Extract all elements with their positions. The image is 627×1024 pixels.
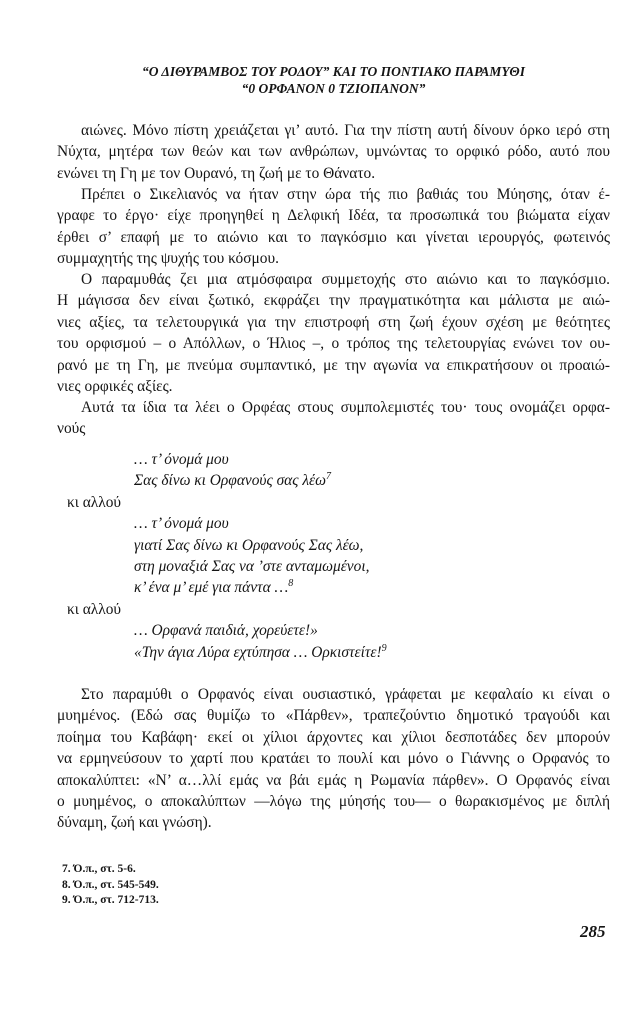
poem-verse-line: … τ’ όνομά μου [134,451,229,468]
footnote: 9. Ό.π., στ. 712-713. [62,894,159,906]
paragraph-line: ενώνει τη Γη με τον Ουρανό, τη ζωή με το Θάνατο. [57,164,376,182]
poem-verse-line: γιατί Σας δίνω κι Ορφανούς Σας λέω, [134,536,364,554]
poem-verse-line: «Την άγια Λύρα εχτύπησα … Ορκιστείτε!$^9$ [134,642,387,661]
poem-verse-line: κ’ ένα μ’ εμέ για πάντα …$^8$ [134,578,294,597]
paragraph-line: δύναμη, ζωή και γνώση). [57,814,212,832]
paragraph-line: νιες ορφικές αξίες. [57,378,173,395]
poem-verse-line: … τ’ όνομά μου [134,515,229,533]
footnote: 7. Ό.π., στ. 5-6. [62,863,136,875]
paragraph-line: Νύχτα, μητέρα των θεών και των ανθρώπων, υμνώντας το ορφικό ρόδο, αυτό που [57,143,610,161]
paragraph-line: Η μάγισσα δεν είναι ξωτικό, εκφράζει την πραγματικότητα και μάλιστα με αιώ- [57,292,610,310]
paragraph-line: Ο παραμυθάς ζει μια ατμόσφαιρα συμμετοχής στο αιώνιο και το παγκόσμιο. [81,271,610,288]
paragraph-line: Στο παραμύθι ο Ορφανός είναι ουσιαστικό, γράφεται με κεφαλαίο κι είναι ο [81,686,610,703]
paragraph-line: μυημένος. (Εδώ σας θυμίζω το «Πάρθεν», τραπεζούντιο δημοτικό τραγούδι και [57,707,610,725]
footnote-marker[interactable]: 7 [325,471,331,483]
paragraph-line: συμμαχητής της ψυχής του κόσμου. [57,250,279,268]
poem-connector-text: κι αλλού [67,493,122,511]
paragraph-line: αποκαλύπτει: «Ν’ α…λλί εμάς να βάι εμάς η Ρωμανία πάρθεν». Ο Ορφανός είναι [57,771,610,789]
footnote-marker[interactable]: 8 [288,578,294,590]
paragraph-line: ο μυημένος, ο αποκαλύπτων —λόγω της μύησής του— ο θωρακισμένος με διπλή [57,793,610,810]
paragraph-line: νούς [57,420,86,438]
paragraph-line: του ορφισμού – ο Απόλλων, ο Ήλιος –, ο τρόπος της τελετουργίας ενώνει τον ου- [57,335,610,353]
poem-verse-line: … Ορφανά παιδιά, χορεύετε!» [134,622,318,640]
footnote: 8. Ό.π., στ. 545-549. [62,878,159,891]
paragraph-line: να ερμηνεύσουν το χαρτί που κρατάει το πουλί και μόνο ο Γιάννης ο Ορφανός το [57,750,610,768]
paragraph-line: Αυτά τα ίδια τα λέει ο Ορφέας στους συμπολεμιστές του· τους ονομάζει ορφα- [81,399,610,416]
paragraph-line: έρθει σ’ επαφή με το αιώνιο και το παγκόσμιο και γίνεται ιερουργός, φωτεινός [57,228,610,246]
paragraph-line: αιώνες. Μόνο πίστη χρειάζεται γι’ αυτό. Για την πίστη αυτή δίνουν όρκο ιερό στη [81,122,610,139]
footnote-marker[interactable]: 9 [381,642,387,654]
paragraph-line: νιες αξίες, τα τελετουργικά για την επιστροφή στη ζωή έχουν σχέση με θεότητες [57,313,610,331]
running-header-line-2: “0 ΟΡΦΑΝΟΝ 0 ΤΖΙΟΠΑΝΟΝ” [241,81,426,96]
poem-connector-text: κι αλλού [67,600,122,618]
paragraph-line: Πρέπει ο Σικελιανός να ήταν στην ώρα τής πιο βαθιάς του Μύησης, όταν έ- [81,186,610,203]
page-number: 285 [580,922,606,941]
paragraph-line: ποίημα του Καβάφη· εκεί οι χίλιοι άρχοντες και χίλιοι δεσποτάδες δεν μπορούν [57,728,610,746]
paragraph-line: γραφε το έργο· είχε προηγηθεί η Δελφική Ιδέα, τα προσωπικά του βιώματα είχαν [57,207,610,225]
poem-verse-line: Σας δίνω κι Ορφανούς σας λέω$^7$ [134,471,331,490]
paragraph-line: ρανό με τη Γη, με πνεύμα συμπαντικό, με την αγωνία να επικρατήσουν οι προαιώ- [57,356,610,374]
poem-verse-line: στη μοναξιά Σας να ’στε ανταμωμένοι, [134,558,370,575]
running-header-line-1: “Ο ΔΙΘΥΡΑΜΒΟΣ ΤΟΥ ΡΟΔΟΥ” ΚΑΙ ΤΟ ΠΟΝΤΙΑΚΟ ΠΑΡΑΜΥΘΙ [142,64,525,79]
